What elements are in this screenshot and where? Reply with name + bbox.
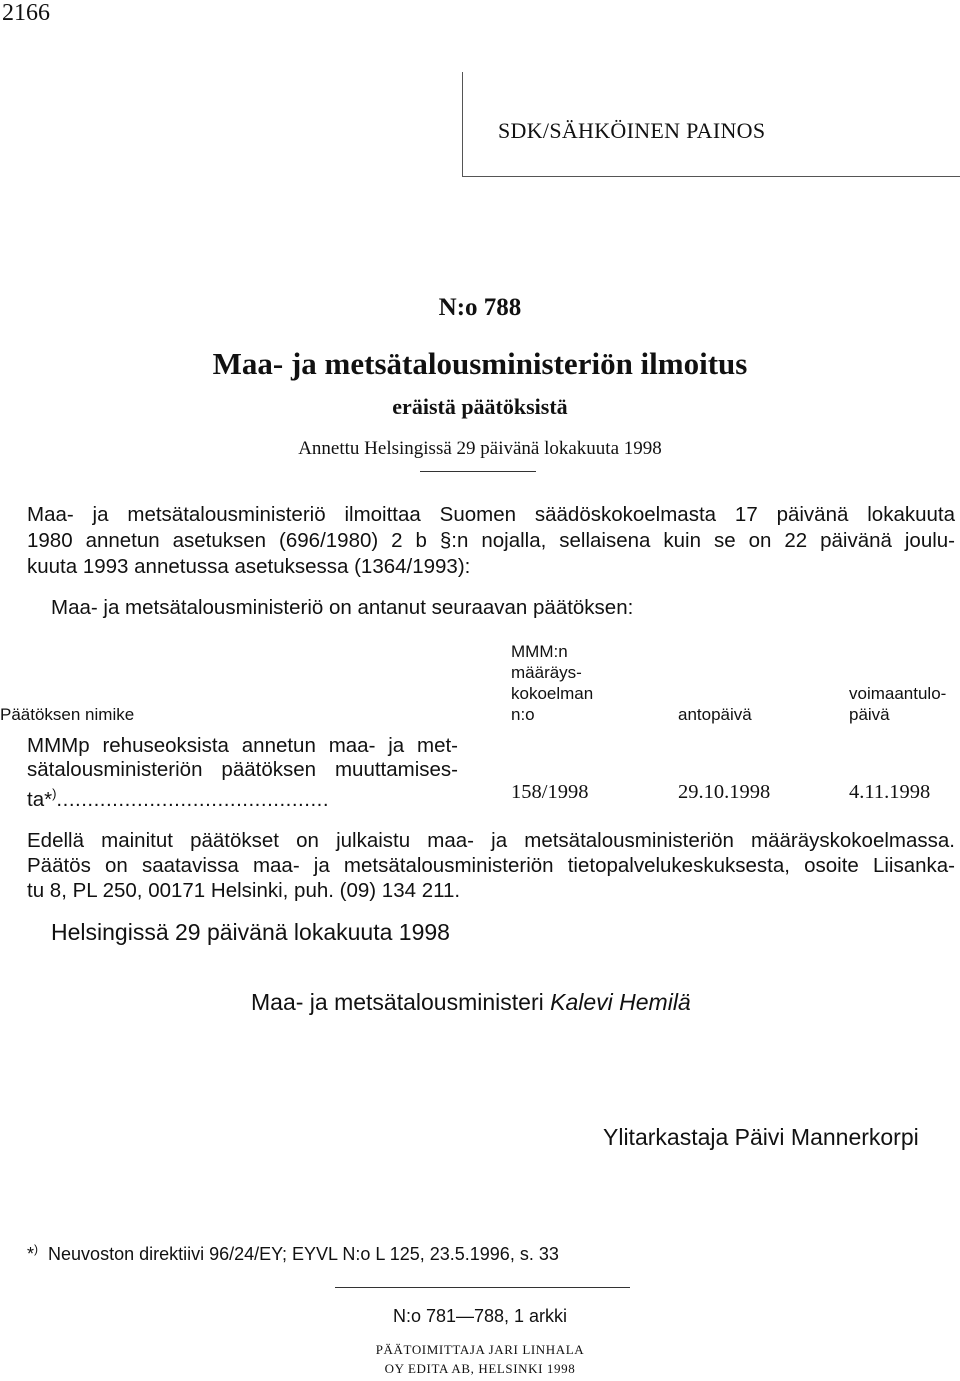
document-subtitle: eräistä päätöksistä — [392, 394, 568, 419]
header-line: päivä — [849, 705, 890, 724]
header-decision-name: Päätöksen nimike — [0, 705, 135, 724]
footer-divider — [335, 1287, 630, 1288]
row-name-line: sätalousministeriön päätöksen muuttamises- — [27, 758, 458, 781]
signer-name: Kalevi Hemilä — [550, 989, 691, 1015]
footnote-reference: ) — [52, 786, 57, 801]
intro-line: kuuta 1993 annetussa asetuksessa (1364/1993): — [27, 555, 471, 578]
availability-line: Päätös on saatavissa maa- ja metsätalousministeriön tietopalvelukeskuksesta, osoite Liisanka- — [27, 854, 955, 877]
intro-line: Maa- ja metsätalousministeriö ilmoittaa Suomen säädöskokoelmasta 17 päivänä lokakuuta — [27, 503, 955, 526]
footnote-text: Neuvoston direktiivi 96/24/EY; EYVL N:o L 125, 23.5.1996, s. 33 — [48, 1244, 559, 1264]
decision-intro: Maa- ja metsätalousministeriö on antanut seuraavan päätöksen: — [51, 596, 634, 619]
countersigner: Ylitarkastaja Päivi Mannerkorpi — [603, 1124, 919, 1150]
row-name-line — [27, 782, 458, 812]
row-name-text: ta* — [27, 787, 53, 811]
header-effective-date — [849, 683, 946, 725]
availability-paragraph — [27, 828, 955, 903]
place-and-date: Helsingissä 29 päivänä lokakuuta 1998 — [51, 919, 450, 945]
intro-paragraph — [27, 502, 955, 580]
header-line: voimaantulo- — [849, 684, 947, 703]
issued-date-line: Annettu Helsingissä 29 päivänä lokakuuta 1998 — [298, 438, 662, 459]
footnote-mark: * — [27, 1244, 35, 1264]
header-line: kokoelman — [511, 684, 594, 703]
edition-label: SDK/SÄHKÖINEN PAINOS — [498, 118, 766, 143]
publisher-line: OY EDITA AB, HELSINKI 1998 — [384, 1361, 576, 1376]
header-collection-number — [511, 641, 593, 725]
editor-line: PÄÄTOIMITTAJA JARI LINHALA — [375, 1342, 585, 1357]
header-line: määräys- — [511, 663, 582, 682]
leader-dots: ............................................ — [56, 787, 330, 811]
page-number: 2166 — [2, 0, 50, 26]
cell-effective-date: 4.11.1998 — [849, 781, 931, 803]
table-row-name — [27, 734, 458, 812]
signer-title: Maa- ja metsätalousministeri — [251, 989, 544, 1015]
header-line: MMM:n — [511, 642, 568, 661]
cell-collection-number: 158/1998 — [511, 781, 589, 803]
document-number: N:o 788 — [438, 294, 522, 321]
row-name-line: MMMp rehuseoksista annetun maa- ja met- — [27, 734, 458, 757]
intro-line: 1980 annetun asetuksen (696/1980) 2 b §:n nojalla, sellaisena kuin se on 22 päivänä joulu- — [27, 529, 955, 552]
availability-line: tu 8, PL 250, 00171 Helsinki, puh. (09) 134 211. — [27, 879, 461, 902]
sheet-info: N:o 781—788, 1 arkki — [392, 1306, 568, 1326]
footnote-sup: ) — [34, 1242, 39, 1256]
availability-line: Edellä mainitut päätökset on julkaistu maa- ja metsätalousministeriön määräyskokoelmassa. — [27, 829, 955, 852]
footnote — [27, 1242, 559, 1265]
cell-issue-date: 29.10.1998 — [678, 781, 771, 803]
header-issue-date: antopäivä — [678, 705, 752, 724]
header-line: n:o — [511, 705, 535, 724]
signer — [251, 989, 691, 1016]
document-title: Maa- ja metsätalousministeriön ilmoitus — [212, 346, 748, 381]
title-divider — [420, 471, 536, 472]
